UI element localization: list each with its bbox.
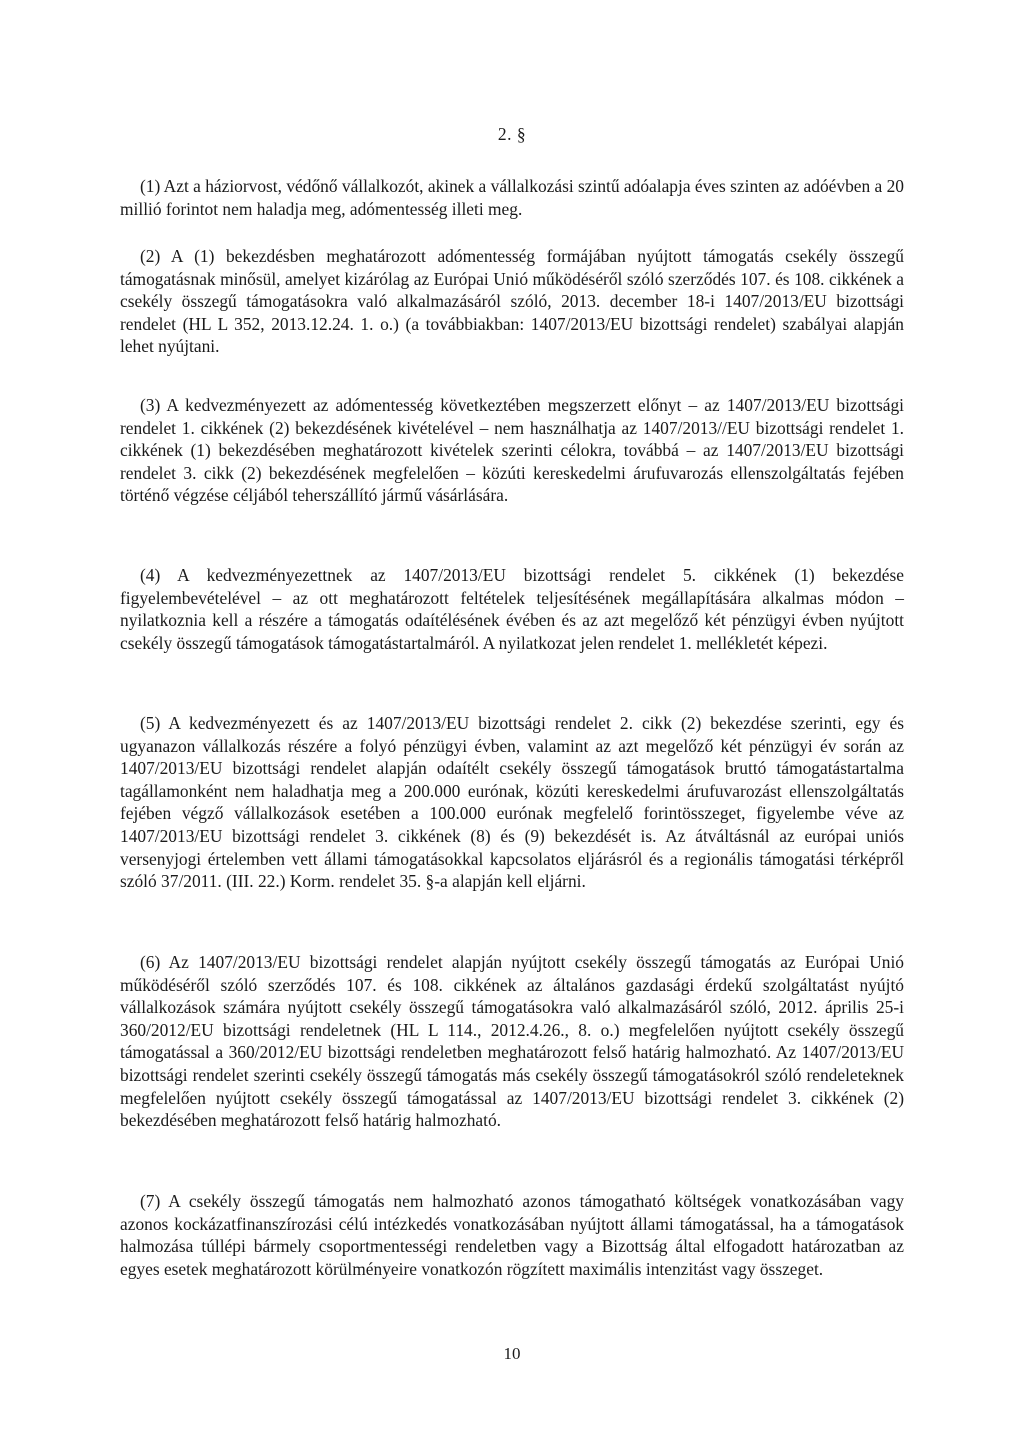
paragraph-4: (4) A kedvezményezettnek az 1407/2013/EU bizottsági rendelet 5. cikkének (1) bekezdése figyelembevételével – az ott meghatározott feltételek teljesítésének megállapítására alkalmas módon –nyilatkoznia kell a részére a támogatás odaítélésének évében és az azt megelőző két pénzügyi évben nyújtott csekély összegű támogatások támogatástartalmáról. A nyilatkozat jelen rendelet 1. mellékletét képezi. <box>120 565 904 653</box>
document-page <box>120 0 904 1448</box>
paragraph-3: (3) A kedvezményezett az adómentesség következtében megszerzett előnyt – az 1407/2013/EU bizottsági rendelet 1. cikkének (2) bekezdésének kivételével – nem használhatja az 1407/2013//EU bizottsági rendelet 1. cikkének (1) bekezdésében meghatározott kivételek szerinti célokra, továbbá – az 1407/2013/EU bizottsági rendelet 3. cikk (2) bekezdésének megfelelően – közúti kereskedelmi árufuvarozás ellenszolgáltatás fejében történő végzése céljából teherszállító jármű vásárlására. <box>120 395 904 506</box>
section-heading: 2. § <box>497 124 527 144</box>
paragraph-7: (7) A csekély összegű támogatás nem halmozható azonos támogatható költségek vonatkozásában vagy azonos kockázatfinanszírozási célú intézkedés vonatkozásában nyújtott állami támogatással, ha a támogatások halmozása túllépi bármely csoportmentességi rendeletben vagy a Bizottság által elfogadott határozatban az egyes esetek meghatározott körülményeire vonatkozón rögzített maximális intenzitást vagy összeget. <box>120 1191 904 1279</box>
page-number: 10 <box>503 1344 521 1363</box>
paragraph-1: (1) Azt a háziorvost, védőnő vállalkozót, akinek a vállalkozási szintű adóalapja éves szinten az adóévben a 20 millió forintot nem haladja meg, adómentesség illeti meg. <box>120 176 904 219</box>
paragraph-2: (2) A (1) bekezdésben meghatározott adómentesség formájában nyújtott támogatás csekély összegű támogatásnak minősül, amelyet kizárólag az Európai Unió működéséről szóló szerződés 107. és 108. cikkének a csekély összegű támogatásokra való alkalmazásáról szóló, 2013. december 18-i 1407/2013/EU bizottsági rendelet (HL L 352, 2013.12.24. 1. o.) (a továbbiakban: 1407/2013/EU bizottsági rendelet) szabályai alapján lehet nyújtani. <box>120 246 904 357</box>
paragraph-6: (6) Az 1407/2013/EU bizottsági rendelet alapján nyújtott csekély összegű támogatás az Európai Unió működéséről szóló szerződés 107. és 108. cikkének az általános gazdasági érdekű szolgáltatást nyújtó vállalkozások számára nyújtott csekély összegű támogatásokra való alkalmazásáról szóló, 2012. április 25-i 360/2012/EU bizottsági rendeletnek (HL L 114., 2012.4.26., 8. o.) megfelelően nyújtott csekély összegű támogatással a 360/2012/EU bizottsági rendeletben meghatározott felső határig halmozható. Az 1407/2013/EU bizottsági rendelet szerinti csekély összegű támogatás más csekély összegű támogatásokról szóló rendeleteknek megfelelően nyújtott csekély összegű támogatással az 1407/2013/EU bizottsági rendelet 3. cikkének (2) bekezdésében meghatározott felső határig halmozható. <box>120 952 904 1131</box>
paragraph-5: (5) A kedvezményezett és az 1407/2013/EU bizottsági rendelet 2. cikk (2) bekezdése szerinti, egy és ugyanazon vállalkozás részére a folyó pénzügyi évben, valamint az azt megelőző két pénzügyi év során az 1407/2013/EU bizottsági rendelet alapján odaítélt csekély összegű támogatások bruttó támogatástartalma tagállamonként nem haladhatja meg a 200.000 eurónak, közúti kereskedelmi árufuvarozást ellenszolgáltatás fejében végző vállalkozások esetében a 100.000 eurónak megfelelő forintösszeget, figyelembe véve az 1407/2013/EU bizottsági rendelet 3. cikkének (8) és (9) bekezdését is. Az átváltásnál az európai uniós versenyjogi értelemben vett állami támogatásokkal kapcsolatos eljárásról és a regionális támogatási térképről szóló 37/2011. (III. 22.) Korm. rendelet 35. §-a alapján kell eljárni. <box>120 713 904 892</box>
